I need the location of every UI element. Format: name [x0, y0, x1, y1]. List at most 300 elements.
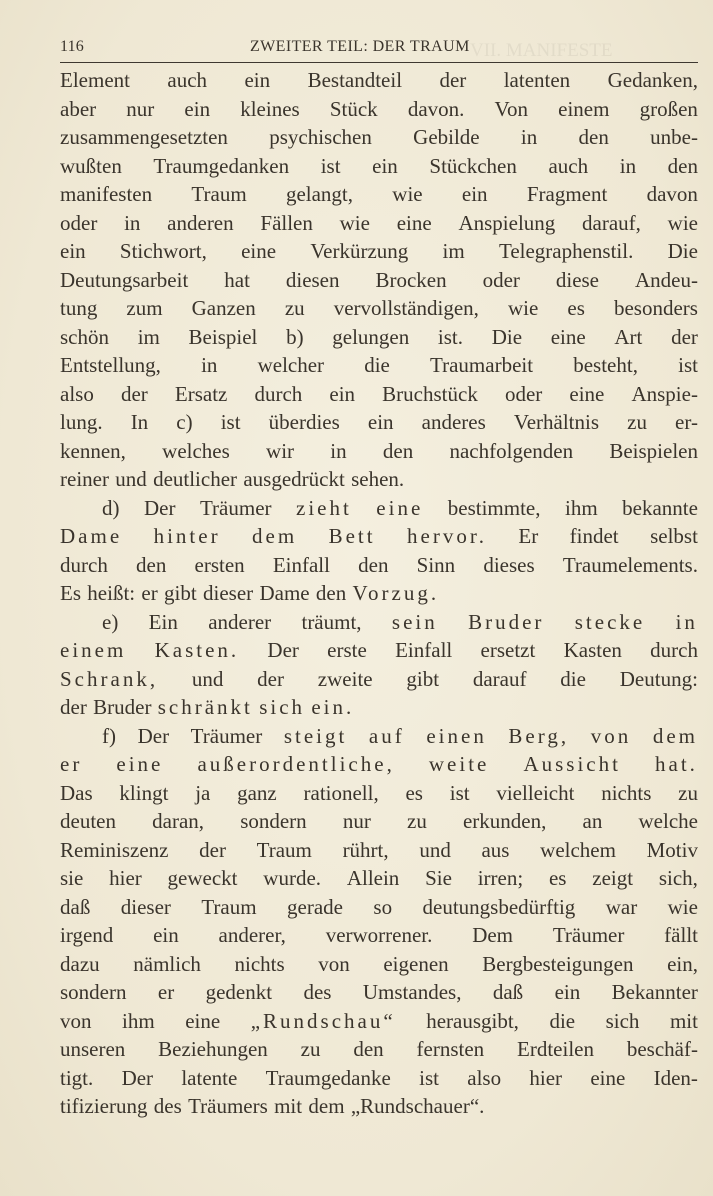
text-line [60, 209, 698, 238]
word: ein [372, 153, 398, 178]
word: dazu [60, 951, 100, 976]
word: Der [267, 638, 299, 662]
word: den [667, 153, 698, 178]
word: einem [558, 96, 610, 121]
word: nämlich [133, 951, 201, 976]
word: welches [162, 438, 230, 463]
word: der [257, 666, 284, 691]
word: eine [116, 752, 164, 776]
word: ein. [311, 695, 355, 719]
word: unseren [60, 1037, 126, 1061]
word: nichts [601, 780, 652, 805]
word: ist [320, 153, 341, 178]
word: Der [143, 495, 176, 520]
word: kleines [240, 96, 300, 121]
running-head: ZWEITER TEIL: DER TRAUM [250, 38, 470, 55]
word: ersetzt [480, 638, 536, 662]
text-line [60, 693, 698, 722]
word: dem [252, 524, 298, 548]
word: e) [102, 609, 119, 634]
word: Bruchstück [382, 381, 478, 406]
word: vervollständigen, [333, 296, 479, 320]
word: den [315, 581, 347, 605]
word: in [520, 125, 538, 149]
word: oder [482, 267, 520, 292]
word: es [548, 866, 567, 890]
text-line [60, 1064, 698, 1093]
word: diese [555, 267, 600, 292]
word: daran, [152, 809, 205, 833]
text-line [60, 1035, 698, 1064]
word: eigenen [383, 951, 449, 976]
text-line [60, 978, 698, 1007]
word: ja [195, 780, 211, 805]
word: Traumarbeit [430, 353, 534, 377]
text-line [60, 95, 698, 124]
word: er- [675, 410, 698, 434]
word: den [136, 552, 167, 577]
word: Vorzug. [352, 581, 440, 605]
word: auch [548, 153, 589, 178]
word: es [405, 780, 423, 805]
word: Bestandteil [307, 68, 403, 92]
text-line [60, 551, 698, 580]
text-line [60, 237, 698, 266]
word: ein [367, 410, 394, 434]
word: wußten [60, 153, 122, 178]
body-text [60, 66, 698, 1121]
word: eine [569, 381, 605, 406]
word: zu [627, 410, 647, 434]
word: Anspie- [631, 381, 698, 406]
word: Fragment [526, 182, 608, 206]
word: in [201, 353, 218, 377]
word: gedenkt [205, 980, 273, 1004]
word: fernsten [416, 1037, 485, 1061]
word: erste [327, 638, 367, 662]
word: zum [126, 296, 163, 320]
word: klingt [119, 780, 169, 805]
word: Der [121, 1065, 154, 1090]
word: Art [614, 324, 643, 349]
text-line [60, 864, 698, 893]
word: Beziehungen [158, 1037, 268, 1061]
word: Dame [60, 524, 123, 548]
page-header [60, 36, 698, 63]
text-line [60, 522, 698, 551]
text-line [60, 893, 698, 922]
word: Berg, [508, 723, 570, 748]
word: Sinn [416, 552, 456, 577]
text-line [60, 750, 698, 779]
word: schön [60, 324, 109, 349]
word: Bruder [468, 609, 545, 634]
word: zu [407, 809, 427, 833]
word: ist [220, 410, 241, 434]
word: wie [392, 182, 423, 206]
word: dieses [483, 552, 535, 577]
word: der [60, 695, 87, 719]
word: oder [504, 381, 543, 406]
word: den [358, 552, 389, 577]
word: von [590, 723, 632, 748]
word: im [137, 324, 160, 349]
word: unbe- [650, 125, 698, 149]
text-line [60, 636, 698, 665]
word: sich [259, 695, 306, 719]
text-line [60, 323, 698, 352]
word: die [560, 666, 586, 691]
word: und [419, 837, 451, 862]
word: er [60, 752, 83, 776]
word: wie [667, 894, 698, 919]
word: sehen. [351, 467, 405, 491]
page-number: 116 [60, 38, 85, 55]
word: anderes [421, 410, 486, 434]
word: ausgedrückt [243, 467, 345, 491]
word: wie [667, 210, 698, 235]
text-line [60, 266, 698, 295]
word: Traumgedanke [265, 1065, 391, 1090]
word: zusammengesetzten [60, 125, 228, 149]
word: des [153, 1094, 182, 1118]
word: gerade [287, 894, 343, 919]
word: Ganzen [191, 296, 256, 320]
word: findet [569, 524, 619, 548]
word: eine [550, 324, 586, 349]
word: sondern [240, 809, 307, 833]
word: darauf, [582, 210, 641, 235]
word: Stückchen [429, 153, 517, 178]
word: hat [224, 267, 250, 292]
word: davon. [407, 96, 465, 121]
word: psychischen [269, 125, 372, 149]
word: Die [491, 324, 523, 349]
word: Traum [201, 894, 257, 919]
word: Träumer [199, 495, 272, 520]
word: und [115, 467, 147, 491]
word: daß [60, 894, 91, 919]
word: Element [60, 68, 130, 92]
word: Verhältnis [513, 410, 600, 434]
word: eine [590, 1065, 626, 1090]
word: rührt, [342, 837, 389, 862]
word: der [120, 381, 148, 406]
word: welche [638, 809, 698, 833]
word: einem [60, 638, 127, 662]
word: ein [153, 923, 179, 947]
word: zu [678, 780, 698, 805]
word: Die [667, 239, 698, 263]
word: Bruder [93, 695, 152, 719]
word: des [303, 980, 332, 1004]
word: ihm [122, 1008, 155, 1033]
word: bekannte [622, 495, 698, 520]
word: davon [646, 182, 698, 206]
word: Beispielen [609, 438, 698, 463]
bleed-through-text: VII. MANIFESTE [470, 40, 613, 61]
word: den [353, 1037, 384, 1061]
word: Telegraphenstil. [498, 239, 634, 263]
word: kennen, [60, 438, 126, 463]
word: bestimmte, [447, 495, 541, 520]
word: ist [449, 780, 470, 805]
text-line [60, 579, 698, 608]
word: schränkt [157, 695, 253, 719]
text-line [60, 779, 698, 808]
word: hier [109, 866, 142, 890]
text-line [60, 465, 698, 494]
word: darauf [472, 666, 527, 691]
word: nur [342, 809, 371, 833]
word: so [373, 894, 393, 919]
word: ganz [237, 780, 277, 805]
word: er [141, 581, 158, 605]
word: hier [529, 1065, 563, 1090]
word: ein [60, 239, 86, 263]
word: nur [126, 96, 155, 121]
word: ein [461, 182, 488, 206]
word: sich [605, 1008, 640, 1033]
word: anderer [208, 609, 272, 634]
word: nachfolgenden [449, 438, 574, 463]
word: geweckt [167, 866, 238, 890]
word: Verkürzung [310, 239, 409, 263]
word: Träumer [552, 923, 625, 947]
word: die [364, 353, 390, 377]
word: In [130, 410, 149, 434]
word: zweite [317, 666, 373, 691]
word: mit [274, 1094, 303, 1118]
word: besonders [613, 296, 698, 320]
word: Bekannter [611, 980, 698, 1004]
word: tung [60, 296, 98, 320]
word: an [582, 809, 603, 833]
word: gibt [406, 666, 440, 691]
word: lung. [60, 410, 103, 434]
word: ist. [437, 324, 464, 349]
word: Ersatz [174, 381, 228, 406]
word: latenten [503, 68, 571, 92]
word: dem [308, 1094, 345, 1118]
word: der [199, 837, 226, 862]
word: tigt. [60, 1065, 94, 1090]
word: ein, [667, 951, 698, 976]
word: sein [391, 609, 438, 634]
word: Umstandes, [362, 980, 462, 1004]
word: ist [678, 353, 698, 377]
word: oder [60, 210, 98, 235]
word: in [124, 210, 141, 235]
text-line [60, 180, 698, 209]
text-line [60, 294, 698, 323]
word: durch [650, 638, 698, 662]
word: Erdteilen [517, 1037, 594, 1061]
word: durch [60, 552, 108, 577]
word: von [60, 1008, 92, 1033]
word: zu [284, 296, 305, 320]
word: diesen [285, 267, 340, 292]
word: Fällen [260, 210, 313, 235]
word: c) [176, 410, 193, 434]
word: Kasten. [154, 638, 240, 662]
word: Bergbesteigungen [482, 951, 634, 976]
text-line [60, 494, 698, 523]
word: Brocken [375, 267, 447, 292]
word: also [60, 381, 94, 406]
word: zieht [296, 495, 352, 520]
word: eine [396, 210, 432, 235]
word: in [330, 438, 347, 463]
word: hervor. [407, 524, 487, 548]
word: vielleicht [496, 780, 575, 805]
word: eine [376, 495, 424, 520]
word: wir [266, 438, 295, 463]
word: herausgibt, [426, 1008, 519, 1033]
word: d) [102, 495, 120, 520]
word: im [442, 239, 465, 263]
word: heißt: [87, 581, 136, 605]
word: welchem [540, 837, 616, 862]
word: fällt [664, 923, 698, 947]
word: hinter [153, 524, 221, 548]
word: „Rundschau“ [250, 1008, 396, 1033]
word: hat. [655, 752, 698, 776]
text-line [60, 836, 698, 865]
word: Es [60, 581, 81, 605]
word: stecke [574, 609, 646, 634]
word: Deutungsarbeit [60, 267, 189, 292]
word: zeigt [592, 866, 634, 890]
text-line [60, 152, 698, 181]
word: Motiv [646, 837, 698, 862]
word: wie [508, 296, 539, 320]
word: war [605, 894, 638, 919]
word: aus [481, 837, 510, 862]
word: Iden- [653, 1065, 698, 1090]
word: in [675, 609, 698, 634]
text-line [60, 408, 698, 437]
word: beschäf- [626, 1037, 698, 1061]
word: daß [492, 980, 524, 1004]
word: sondern [60, 980, 127, 1004]
word: rationell, [303, 780, 379, 805]
word: Beispiel [188, 324, 258, 349]
word: f) [102, 723, 116, 748]
word: Gedanken, [607, 68, 698, 92]
word: welcher [257, 353, 325, 377]
text-line [60, 608, 698, 637]
word: es [567, 296, 585, 320]
word: irren; [477, 866, 524, 890]
word: Einfall [272, 552, 330, 577]
text-line [60, 665, 698, 694]
word: von [318, 951, 350, 976]
word: Deutung: [619, 666, 698, 691]
word: steigt [283, 723, 348, 748]
word: ein [244, 68, 271, 92]
word: Aussicht [523, 752, 621, 776]
word: Traumelements. [562, 552, 698, 577]
word: eine [185, 1008, 221, 1033]
text-line [60, 1007, 698, 1036]
text-line [60, 950, 698, 979]
word: manifesten [60, 182, 153, 206]
word: erkunden, [462, 809, 547, 833]
word: Schrank, [60, 666, 159, 691]
word: den [382, 438, 414, 463]
word: die [549, 1008, 576, 1033]
word: Traumgedanken [153, 153, 290, 178]
word: auf [368, 723, 405, 748]
word: dem [652, 723, 698, 748]
word: eine [241, 239, 277, 263]
word: sie [60, 866, 84, 890]
word: deutlicher [153, 467, 238, 491]
word: ersten [194, 552, 245, 577]
word: auch [167, 68, 208, 92]
word: Traum [256, 837, 312, 862]
word: anderer, [218, 923, 286, 947]
word: Reminiszenz [60, 837, 169, 862]
word: Er [518, 524, 539, 548]
word: in [619, 153, 637, 178]
word: Einfall [395, 638, 453, 662]
word: überdies [268, 410, 340, 434]
word: Gebilde [413, 125, 480, 149]
word: träumt, [301, 609, 362, 634]
word: ihm [565, 495, 598, 520]
word: zu [300, 1037, 321, 1061]
word: der [671, 324, 698, 349]
word: Von [494, 96, 529, 121]
word: reiner [60, 467, 109, 491]
word: Stück [329, 96, 378, 121]
word: Dem [472, 923, 514, 947]
text-line [60, 380, 698, 409]
text-line [60, 66, 698, 95]
word: wurde. [263, 866, 322, 890]
word: tifizierung [60, 1094, 148, 1118]
word: gelungen [332, 324, 410, 349]
word: Anspielung [458, 210, 556, 235]
word: anderen [167, 210, 234, 235]
word: nichts [234, 951, 285, 976]
word: verworrener. [325, 923, 433, 947]
word: deutungsbedürftig [422, 894, 576, 919]
word: „Rundschauer“. [350, 1094, 485, 1118]
word: durch [254, 381, 303, 406]
word: Entstellung, [60, 353, 161, 377]
word: mit [669, 1008, 698, 1033]
word: Sie [425, 866, 452, 890]
word: Bett [328, 524, 376, 548]
word: dieser [203, 581, 254, 605]
word: deuten [60, 809, 116, 833]
word: gelangt, [285, 182, 354, 206]
text-line [60, 921, 698, 950]
word: Träumer [190, 723, 263, 748]
word: sich, [658, 866, 698, 890]
word: Ein [148, 609, 178, 634]
text-line [60, 351, 698, 380]
text-line [60, 807, 698, 836]
word: Stichwort, [119, 239, 207, 263]
word: Andeu- [634, 267, 698, 292]
word: also [467, 1065, 502, 1090]
word: Traum [191, 182, 247, 206]
text-line [60, 722, 698, 751]
